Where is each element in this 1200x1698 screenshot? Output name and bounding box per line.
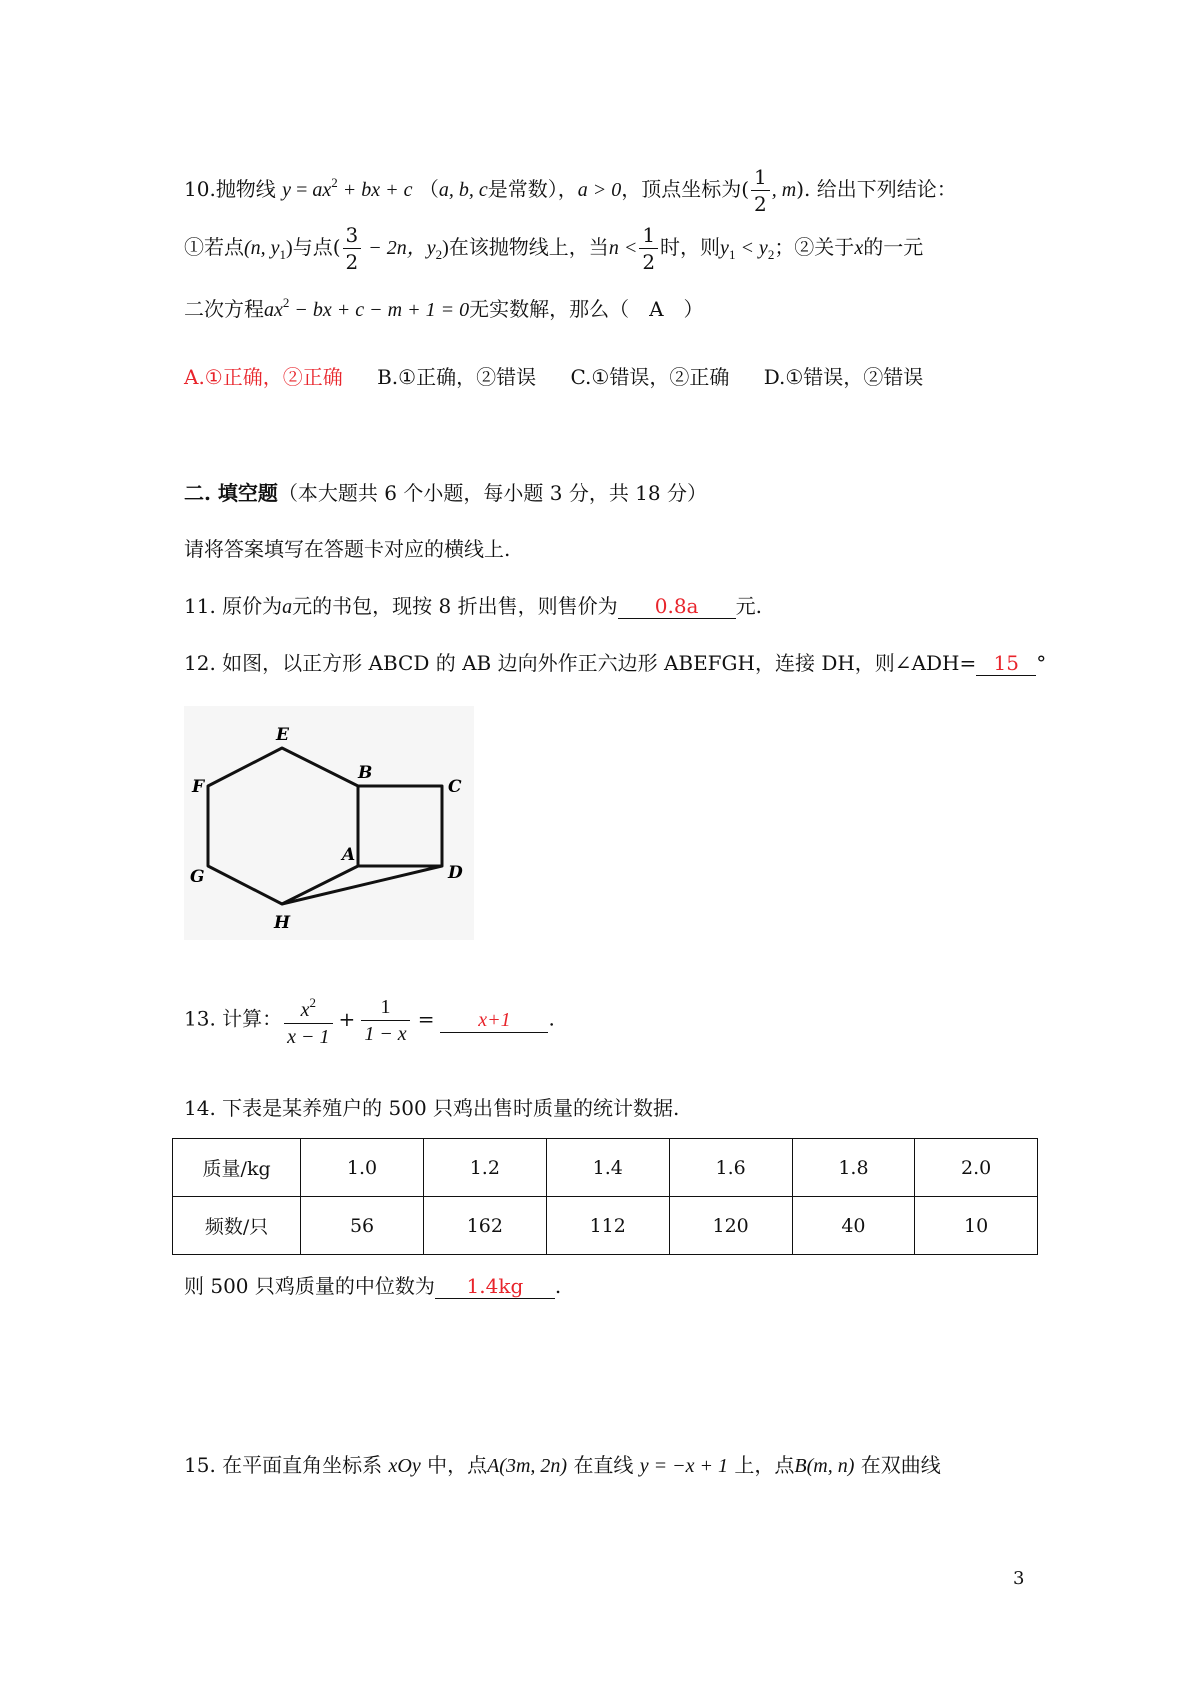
- q14-answer-blank: 1.4kg: [435, 1274, 555, 1299]
- table-cell: 56: [301, 1197, 424, 1255]
- table-row: [173, 1197, 1038, 1255]
- option-b: B.①正确，②错误: [377, 365, 537, 389]
- vertex-x-fraction: $\frac{1}{2}$: [751, 164, 770, 217]
- label-e: E: [276, 725, 289, 745]
- section-title: 二. 填空题: [184, 481, 278, 505]
- q15-text: 在双曲线: [860, 1453, 941, 1477]
- label-f: F: [192, 777, 205, 797]
- q10-text: ；②关于: [774, 235, 855, 259]
- q13-period: .: [548, 1006, 555, 1031]
- label-g: G: [190, 867, 205, 887]
- q10-text: ）: [663, 297, 704, 321]
- point-1: (n, $y_1$): [244, 237, 293, 262]
- q14-median: [184, 1270, 561, 1299]
- q13: [184, 990, 555, 1050]
- table-header-mass: 质量/kg: [173, 1139, 301, 1197]
- inequality: $y_1 < y_2$: [720, 237, 775, 262]
- table-cell: 2.0: [915, 1139, 1038, 1197]
- label-h: H: [274, 913, 291, 933]
- segment-dh: [282, 866, 442, 904]
- table-row: [173, 1139, 1038, 1197]
- q10-text: 无实数解，那么（: [469, 297, 650, 321]
- q10-text: （: [418, 177, 439, 201]
- q10-text: 的一元: [863, 235, 924, 259]
- q12: [184, 647, 1046, 676]
- regular-hexagon: [208, 748, 358, 904]
- table-header-frequency: 频数/只: [173, 1197, 301, 1255]
- q10-options: [184, 361, 951, 390]
- table-cell: 120: [669, 1197, 792, 1255]
- q12-text: 12. 如图，以正方形 ABCD 的 AB 边向外作正六边形 ABEFGH，连接 DH，则∠ADH=: [184, 651, 977, 675]
- q10-text: ). 给出下列结论：: [796, 177, 957, 201]
- q10-text: 二次方程: [184, 297, 264, 321]
- plus-sign: +: [338, 1006, 356, 1031]
- q10-text: ①若点: [184, 235, 244, 259]
- page-number: 3: [1013, 1568, 1025, 1589]
- q10-text: 时，则: [660, 235, 721, 259]
- option-c: C.①错误，②正确: [570, 365, 730, 389]
- table-cell: 1.8: [792, 1139, 915, 1197]
- coordinate-system: xOy: [388, 1455, 421, 1477]
- table-cell: 1.0: [301, 1139, 424, 1197]
- label-c: C: [448, 777, 462, 797]
- fraction-1: $\frac{x^2}{x - 1}$: [284, 990, 332, 1050]
- q14-text: 14. 下表是某养殖户的 500 只鸡出售时质量的统计数据.: [184, 1096, 680, 1120]
- q15-text: 15. 在平面直角坐标系: [184, 1453, 383, 1477]
- q12-answer-blank: 15: [976, 651, 1036, 676]
- vertex-m: , m: [771, 179, 797, 201]
- q11-text: 11. 原价为: [184, 594, 283, 618]
- equals-sign: =: [417, 1006, 435, 1031]
- option-d: D.①错误，②错误: [763, 365, 924, 389]
- q10-params: a, b, c: [438, 179, 488, 201]
- q15-text: 在直线: [573, 1453, 634, 1477]
- q15-text: 中，点: [427, 1453, 488, 1477]
- section-2-header: [184, 477, 707, 506]
- q10-answer: A: [649, 297, 664, 321]
- q11-text: 元.: [735, 594, 762, 618]
- q10-condition: a > 0: [577, 179, 622, 201]
- label-b: B: [358, 763, 373, 783]
- fraction-2: $\frac{1}{1 - x}$: [361, 994, 409, 1047]
- geometry-diagram: [184, 706, 474, 940]
- q11: [184, 590, 762, 619]
- condition-n-fraction: $\frac{1}{2}$: [639, 222, 658, 275]
- q14-period: .: [554, 1274, 562, 1298]
- point-b: B(m, n): [794, 1455, 855, 1477]
- point-2: − 2n，$y_2$): [363, 237, 449, 262]
- condition-n: n <: [608, 237, 638, 259]
- label-a: A: [342, 845, 356, 865]
- q11-answer-blank: 0.8a: [618, 594, 736, 619]
- q10-line2: [184, 222, 923, 275]
- q10-text: 在该抛物线上，当: [448, 235, 609, 259]
- section-2-instruction: 请将答案填写在答题卡对应的横线上.: [184, 537, 511, 561]
- q10-line1: [184, 164, 957, 217]
- table-cell: 112: [546, 1197, 669, 1255]
- q12-text: °: [1036, 651, 1047, 675]
- table-cell: 1.2: [423, 1139, 546, 1197]
- q10-number: 10.: [184, 177, 216, 201]
- q10-line3: [184, 293, 704, 322]
- option-a: A.①正确，②正确: [184, 365, 343, 389]
- q11-variable: a: [282, 596, 293, 618]
- q10-text: 与点(: [292, 235, 341, 259]
- square: [358, 786, 442, 866]
- x-variable: x: [854, 237, 864, 259]
- q15-text: 上，点: [734, 1453, 795, 1477]
- q10-text: 是常数），: [487, 177, 578, 201]
- table-cell: 40: [792, 1197, 915, 1255]
- table-cell: 1.4: [546, 1139, 669, 1197]
- label-d: D: [448, 863, 463, 883]
- table-cell: 1.6: [669, 1139, 792, 1197]
- q10-text: 抛物线: [215, 177, 276, 201]
- point-2-fraction: $\frac{3}{2}$: [343, 222, 362, 275]
- quadratic-equation: $ax^2$ − bx + c − m + 1 = 0: [264, 295, 470, 321]
- q10-equation: $y = ax^2$ + bx + c: [282, 175, 413, 201]
- table-cell: 162: [423, 1197, 546, 1255]
- point-a: A(3m, 2n): [487, 1455, 568, 1477]
- frequency-table: [172, 1138, 1038, 1255]
- q14-text: 则 500 只鸡质量的中位数为: [184, 1274, 435, 1298]
- line-equation: y = −x + 1: [639, 1455, 729, 1477]
- q11-text: 元的书包，现按 8 折出售，则售价为: [292, 594, 618, 618]
- q13-text: 13. 计算：: [184, 1006, 283, 1031]
- section-note: （本大题共 6 个小题，每小题 3 分，共 18 分）: [277, 481, 707, 505]
- table-cell: 10: [915, 1197, 1038, 1255]
- q13-answer-blank: x+1: [440, 1009, 548, 1033]
- q10-text: ，顶点坐标为(: [621, 177, 750, 201]
- hexagon-square-figure: [184, 706, 474, 940]
- q15: [184, 1449, 941, 1478]
